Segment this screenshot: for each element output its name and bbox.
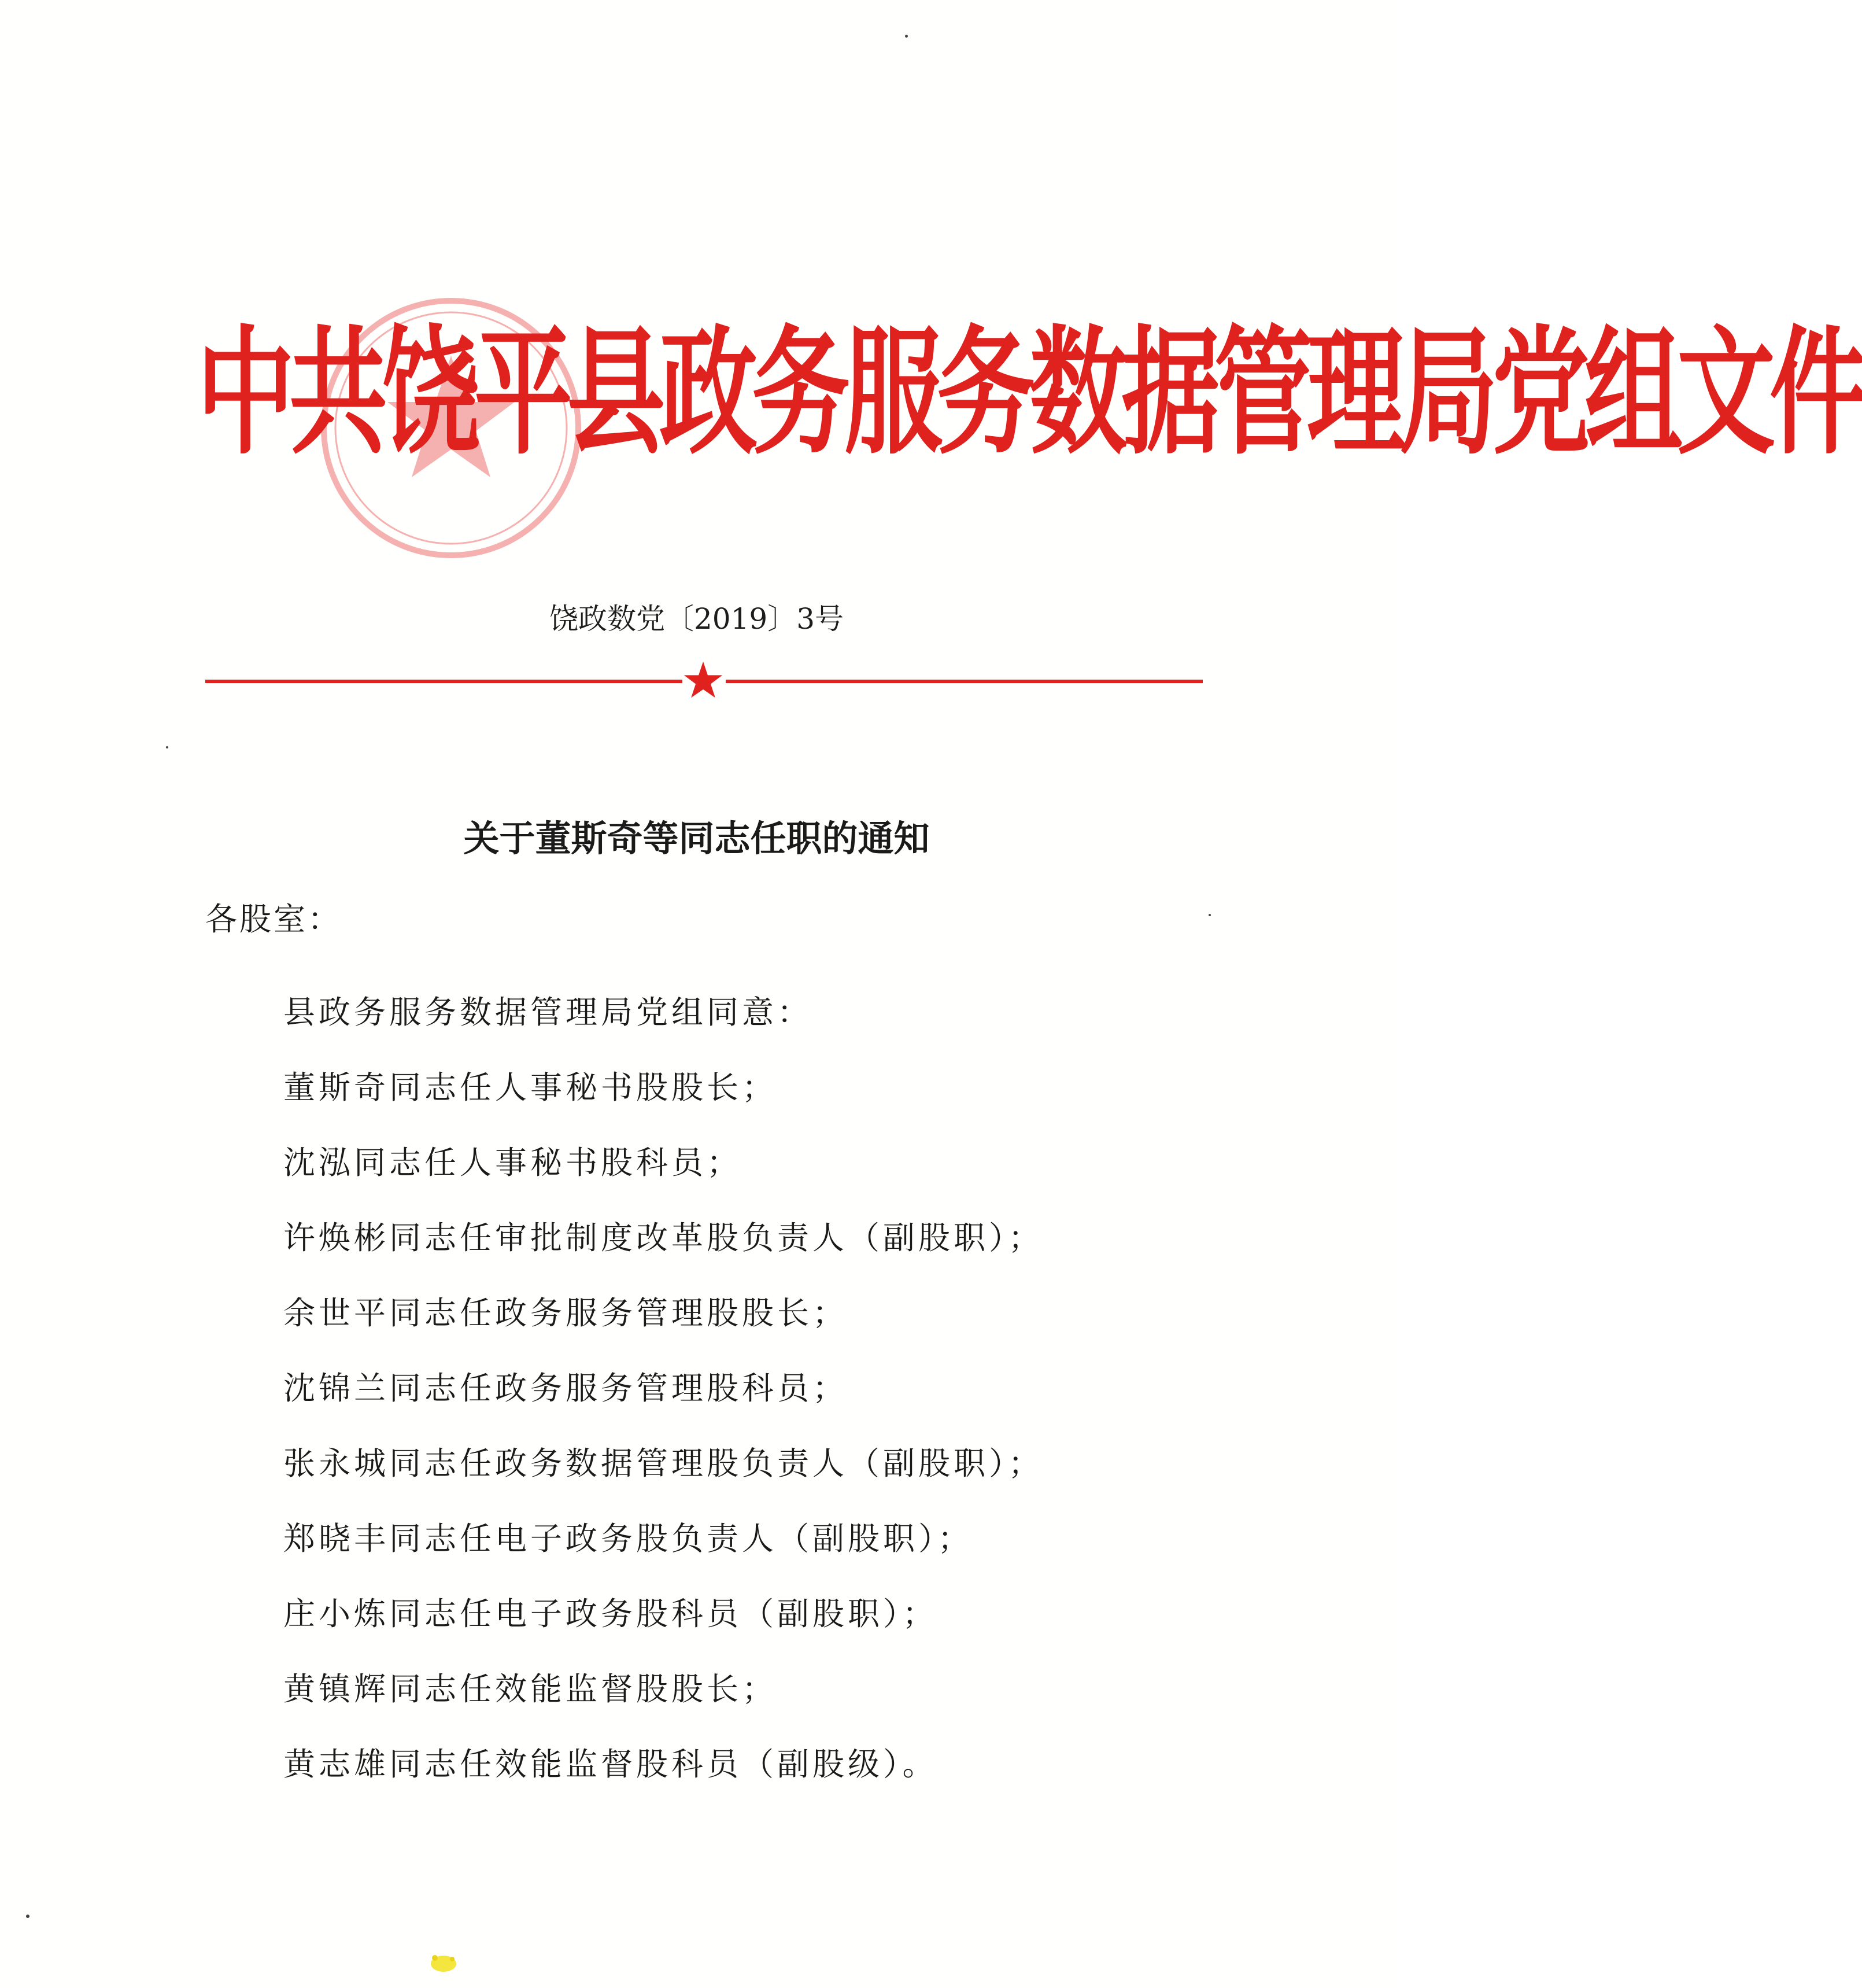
header-divider-left [205, 680, 682, 683]
body-line: 沈锦兰同志任政务服务管理股科员； [283, 1370, 848, 1407]
yellow-stain-icon [428, 1952, 460, 1975]
body-line: 县政务服务数据管理局党组同意： [283, 994, 813, 1031]
star-icon [682, 659, 724, 701]
scan-dot [166, 746, 168, 748]
notice-body [283, 989, 1266, 1816]
document-title: 中共饶平县政务服务数据管理局党组文件 [197, 312, 1862, 474]
recipient-line: 各股室： [205, 901, 342, 938]
body-line: 许焕彬同志任审批制度改革股负责人（副股职）； [283, 1219, 1044, 1256]
body-line: 张永城同志任政务数据管理股负责人（副股职）； [283, 1445, 1044, 1482]
notice-title: 关于董斯奇等同志任职的通知 [463, 817, 930, 860]
body-line: 郑晓丰同志任电子政务股负责人（副股职）； [283, 1520, 973, 1557]
body-line: 黄志雄同志任效能监督股科员（副股级）。 [283, 1746, 938, 1783]
body-line: 余世平同志任政务服务管理股股长； [283, 1294, 848, 1332]
body-line: 董斯奇同志任人事秘书股股长； [283, 1069, 778, 1106]
document-number: 饶政数党〔2019〕3号 [549, 602, 844, 636]
header-divider-right [726, 680, 1203, 683]
body-line: 黄镇辉同志任效能监督股股长； [283, 1670, 778, 1707]
scan-dot [26, 1915, 29, 1918]
scan-dot [1209, 914, 1211, 916]
body-line: 庄小炼同志任电子政务股科员（副股职）； [283, 1595, 938, 1632]
scan-dot [905, 35, 908, 38]
body-line: 沈泓同志任人事秘书股科员； [283, 1144, 742, 1181]
